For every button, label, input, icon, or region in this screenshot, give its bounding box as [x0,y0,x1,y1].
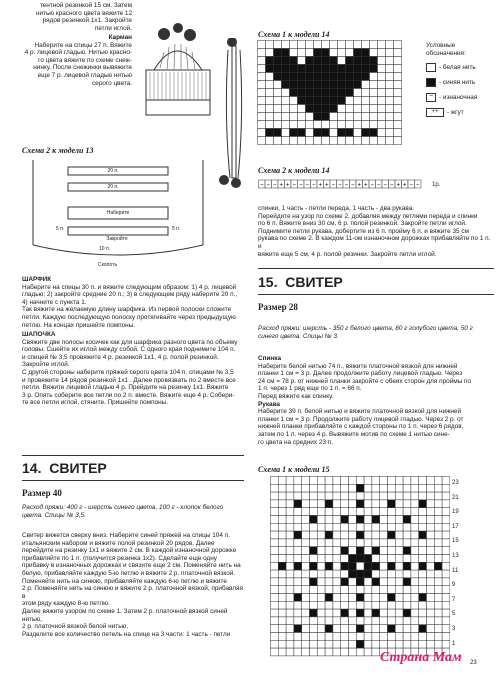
row-number: 23 [452,480,459,486]
scarf-section: ШАРФИК Наберите на спицы 30 п. и вяжите следующим образом: 1) 4 р. лицевой гладью; 2) закройте средние 20 п.; 3) в следующем ряду наберите 20 п., 4) начните с пункта 1. Так вяжите на желаемую длину шарфика. Из первой полоски сложите петли. Каждую последующую полоску протягивайте через предыдущую петлю. На концах пришейте помпоны. [22,276,238,329]
svg-text:−: − [337,182,342,189]
svg-text:−: − [298,182,303,189]
s14-bottom-rule [22,480,244,481]
svg-text:−: − [259,182,264,189]
row-number: 5 [452,611,456,618]
scheme2-label-5a: 5 п. [56,226,65,232]
svg-text:−: − [409,182,413,189]
svg-text:−: − [415,182,420,189]
s15-heading: 15. СВИТЕР [258,274,343,290]
svg-text:−: − [370,182,374,189]
s14-heading: 14. СВИТЕР [22,460,107,476]
svg-text:−: − [383,182,387,189]
scheme1-m15-row-numbers [452,476,459,651]
s15-bottom-rule [258,294,494,295]
scheme2-m14-title: Схема 2 к модели 14 [258,166,330,175]
scheme2-m14-row-label: 1р. [432,182,441,188]
scheme1-m14-title: Схема 1 к модели 14 [258,30,330,39]
scheme2-label-top: 20 п. [107,168,119,174]
svg-text:−: − [350,182,355,189]
scheme1-m14-grid [257,40,409,150]
legend-cable: ++ - жгут [426,108,496,117]
row-number: 17 [452,523,459,530]
svg-text:+: + [279,182,283,189]
row-number: 15 [452,538,459,545]
scarf-illustration [210,38,250,188]
svg-text:−: − [272,182,277,189]
svg-text:−: − [331,182,335,189]
s14-yarn: Расход пряжи: 400 г - шерсть синего цвета, 100 г - хлопок белого цвета. Спицы № 3,5. [22,504,224,519]
scheme1-m15-grid [270,476,450,666]
svg-text:+: + [363,182,368,189]
svg-text:−: − [376,182,381,189]
row-number: 21 [452,494,459,501]
scheme2-m14-row [258,178,428,192]
svg-text:+: + [318,182,322,189]
legend-purl: − - изнаночная [426,93,496,102]
hat-illustration [140,22,215,122]
svg-text:−: − [389,182,394,189]
intro-text: тентной резинкой 15 см. Затем нитью красного цвета вяжите 12 рядов резинкой 1x1. Закройте петли иглой. [35,2,132,32]
row-number: 7 [452,596,456,603]
scheme2-label-5b: 5 п. [172,226,181,232]
legend: Условные обозначения: - белая нить - синяя нить − - изнаночная ++ - жгут [426,42,496,117]
s14-text: Свитер вяжется сверху вниз. Наберите синей пряжей на спицы 104 п. итальянским набором и вяжите полой резинкой 20 рядов. Далее перейдите на резинку 1x1 и вяжите 2 см. В каждой изнаночной дорожке прибавляйте по 1 п. (получится резинка 1x2). Сделайте еще одну прибавку в изнаночных дорожках и связите еще 2 см. Поменяйте нить на белую, прибавляйте каждую 5-ю петлю и вяжите 2 р. платочной вязкой. Поменяйте нить на синюю, прибавляйте каждую 6-ю петлю и вяжите 2 р. Поменяйте нить на синюю и вяжите 2 р. платочной вязкой, прибавляя в этом ряду каждую 8-ю петлю. Далее вяжите узором по схеме 1. Затем 2 р. платочной вязкой синей нитью, 2 р. платочной вязкой белой нитью. Разделите все количество петель на спице на 3 части: 1 часть - петли [22,532,243,638]
scheme2-m13-title: Схема 2 к модели 13 [22,146,94,155]
row-number: 11 [452,567,459,574]
karman-section: Карман Наберите на спицы 27 п. Вяжите 4 р. лицевой гладью. Нитью красно- го цвета вяжите по схеме снеж- нинку. После снежинки вывяжите еще 7 р. лицевой гладью нитью серого цвета. [24,34,132,87]
scheme2-label-zak: Закройте [106,236,128,242]
hat-section: ШАПОЧКА Свяжите две полосы косичек как для шарфика разного цвета по объему головы. Сшейте их иглой между собой. С одного края поднимите 104 п. и спицей № 3,5 провяжите 4 р. резинкой 1x1, 4 р. полой резинкой. Закройте иглой. С другой стороны наберите пряжей серого цвета 104 п. спицами № 3,5 и провяжите 14 рядов резинкой 1x1 . Далее провязвать по 2 вместе все петли. Вяжите лицевой гладью 4 р. Прейдите на резинку 1x1. Вяжите 3 р. Опять соберите все петли по 2 п. вместе. Вяжите еще 4 р. Собери- те все петли иглой, стяните. Пришейте помпоны. [22,331,238,407]
row-number: 1 [452,640,456,647]
scheme2-label-mid: 20 п. [107,184,119,190]
svg-text:−: − [311,182,316,189]
svg-text:+: + [357,182,361,189]
s15-yarn: Расход пряжи: шерсть - 350 г белого цвета, 80 г голубого цвета, 50 г синего цвета. Спицы № 3. [258,325,473,340]
s15-top-rule [258,268,494,269]
s14-top-rule [22,455,244,456]
svg-text:−: − [305,182,309,189]
watermark-logo: Страна Мам [380,650,462,665]
legend-white: - белая нить [426,63,496,72]
legend-blue: - синяя нить [426,78,496,87]
row-number: 13 [452,552,459,559]
svg-text:+: + [285,182,290,189]
scheme2-skolot: Сколоть [98,262,118,268]
s15-text: Спинка Наберите белой нитью 74 п., вяжите платочной вязкой для нижней планки 1 см = 3 р. Далее продолжите работу лицевой гладью. Через 24 см = 78 р. от нижней планки закройте с обеих сторон для проймы по 1 п. через 1 ряд еще по 1 п. = 66 п. Перед вяжите как спинку. Рукава Наберите 39 п. белой нитью и вяжите платочной вязкой для нижней планки 1 см = 3 р. Продолжите работу лицевой гладью. Через 2 р. от нижней планки прибавляйте с каждой стороны по 1 п. через 6 рядов, затем по 1 п. через 4 р. Вывяжите мотив по схеме 1 нитью сине- го цвета на средних 23 п. [258,355,472,446]
scheme2-label-10: 10 п. [99,246,111,252]
svg-text:−: − [266,182,270,189]
s14-continued: спинки, 1 часть - петли переда, 1 часть - два рукава. Перейдите на узор по схеме 2, добавляя между петлями переда и спинки по 6 п. Вяжите вниз 30 см, 6 р. полой резинкой. Закройте петли иглой. Поднимите петли рукава, добертите из 6 п. пройму 6 п. и вяжите 35 см рукава по схеме 2. В каждом 11-ом изнаночном дорожках прибавляйте по 1 п. и вяжите еще 5 см, 4 р. полой резинки. Закройте петли иглой. [258,205,491,258]
s15-size: Размер 28 [258,302,298,312]
svg-text:+: + [324,182,329,189]
scheme2-label-nab: Наберите [106,210,130,216]
row-number: 3 [452,625,456,632]
s14-size: Размер 40 [22,488,62,498]
row-number: 9 [452,582,456,589]
scheme1-m15-title: Схема 1 к модели 15 [258,465,330,474]
svg-text:+: + [402,182,407,189]
page-number: 23 [470,660,477,666]
svg-text:+: + [396,182,400,189]
svg-text:−: − [292,182,296,189]
row-number: 19 [452,509,459,516]
svg-text:−: − [344,182,348,189]
